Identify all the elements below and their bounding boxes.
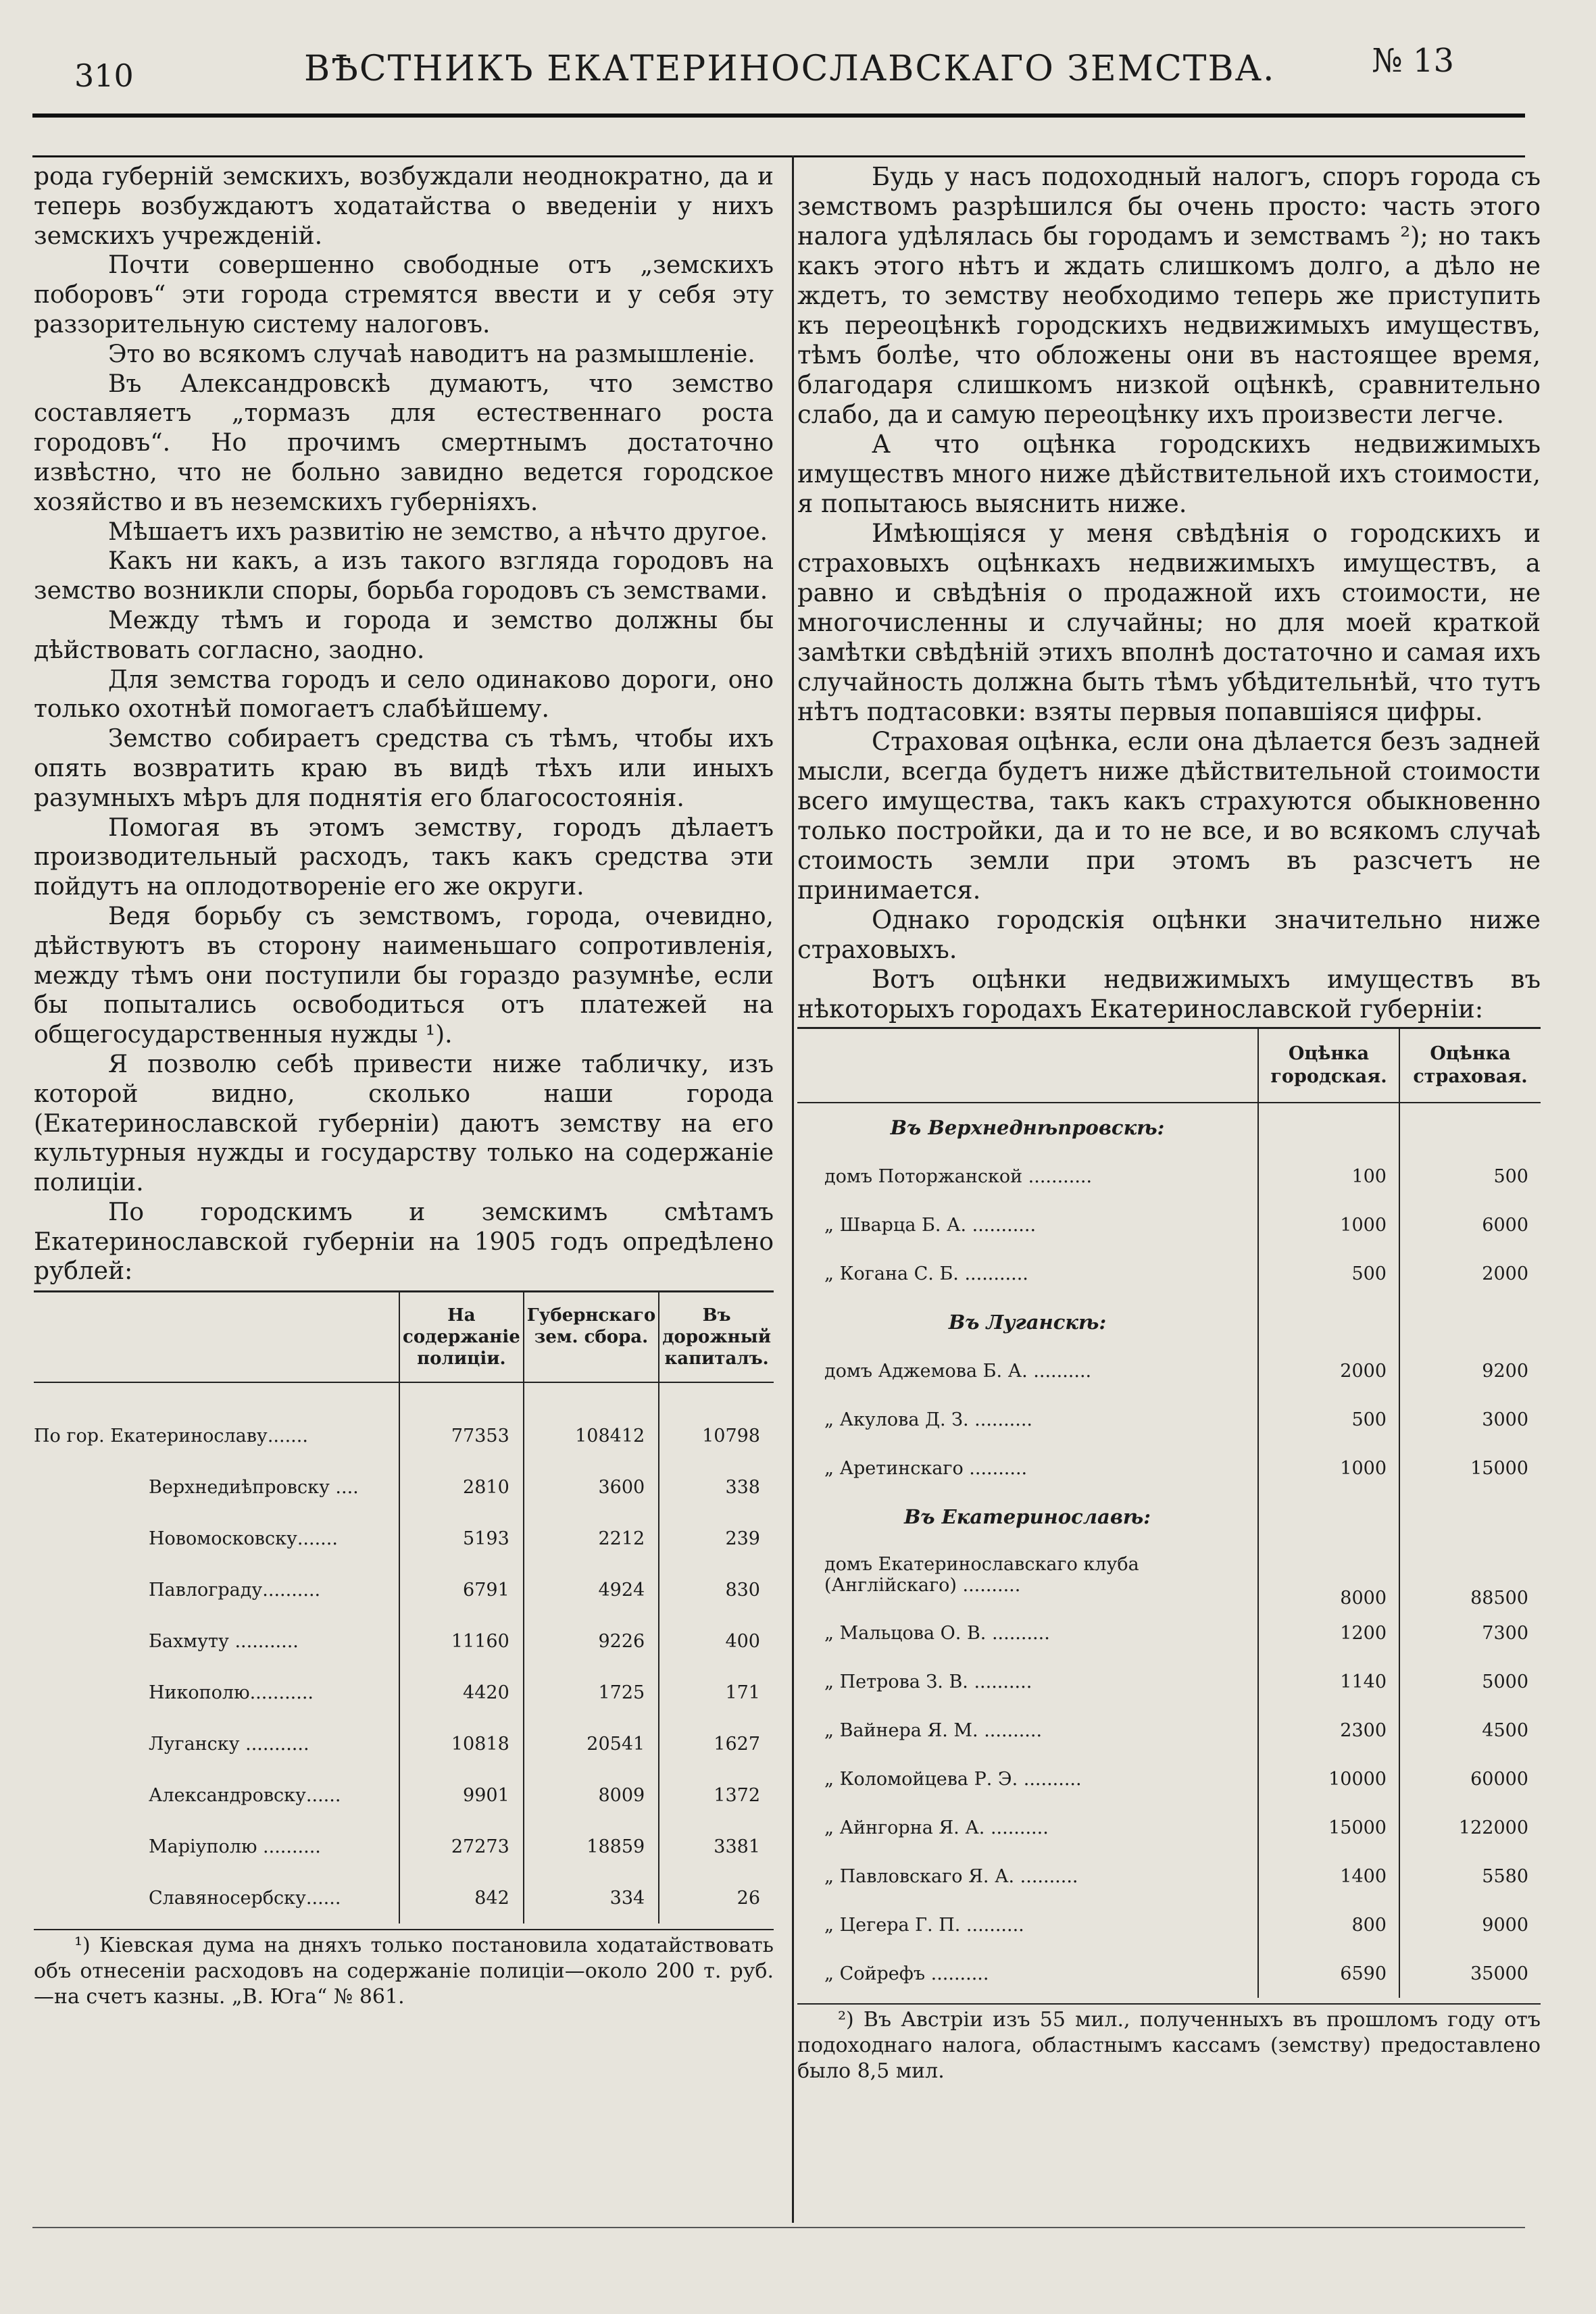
- cell-police: 2810: [399, 1461, 524, 1513]
- cell-city-value: 2000: [1258, 1347, 1399, 1395]
- cell-city-value: 500: [1258, 1249, 1399, 1298]
- cell-police: 842: [399, 1872, 524, 1923]
- cell-city-value: 1400: [1258, 1852, 1399, 1901]
- cell-zemstvo: 9226: [524, 1615, 659, 1667]
- page-bottom-rule: [32, 2227, 1525, 2228]
- cell-city-value: 6590: [1258, 1949, 1399, 1998]
- cell-insurance-value: 15000: [1399, 1444, 1541, 1492]
- column-divider: [792, 155, 794, 2223]
- row-label: „ Аретинскаго ..........: [824, 1457, 1028, 1479]
- cell-city-value: 1140: [1258, 1657, 1399, 1706]
- cell-road: 400: [659, 1615, 774, 1667]
- table-header-blank: [34, 1292, 399, 1383]
- paragraph: рода губерній земскихъ, возбуждали неоднократно, да и теперь возбуждаютъ ходатайства о введеніи у нихъ земскихъ учрежденій.: [34, 163, 774, 250]
- cell-city-value: 10000: [1258, 1755, 1399, 1803]
- table-row: [34, 1615, 774, 1667]
- cell-city-value: 1200: [1258, 1609, 1399, 1657]
- row-label: Новомосковску.......: [149, 1528, 338, 1549]
- row-label: Никополю...........: [149, 1682, 314, 1703]
- city-heading-row: [797, 1298, 1541, 1347]
- row-label: Маріуполю ..........: [149, 1836, 321, 1857]
- row-label: Александровску......: [149, 1784, 341, 1806]
- cell-city-value: 2300: [1258, 1706, 1399, 1755]
- cell-insurance-value: 5580: [1399, 1852, 1541, 1901]
- row-label: Бахмуту ...........: [149, 1630, 299, 1652]
- table-header-blank: [797, 1028, 1258, 1103]
- paragraph: Земство собираетъ средства съ тѣмъ, чтобы ихъ опять возвратить краю въ видѣ тѣхъ или иныхъ разумныхъ мѣръ для поднятія его благосостоянія.: [34, 725, 774, 812]
- left-column: [34, 162, 774, 2010]
- row-label: „ Коломойцева Р. Э. ..........: [824, 1768, 1082, 1790]
- police-expenses-table: [34, 1290, 774, 1923]
- cell-city-value: 500: [1258, 1395, 1399, 1444]
- table-row: [797, 1803, 1541, 1852]
- table-header: Въ дорожный капиталъ.: [659, 1292, 774, 1383]
- cell-insurance-value: 500: [1399, 1152, 1541, 1201]
- journal-title: ВѢСТНИКЪ ЕКАТЕРИНОСЛАВСКАГО ЗЕМСТВА.: [304, 49, 1276, 89]
- cell-city-value: 8000: [1258, 1541, 1399, 1609]
- table-row: [34, 1382, 774, 1461]
- cell-zemstvo: 108412: [524, 1382, 659, 1461]
- row-label: „ Павловскаго Я. А. ..........: [824, 1865, 1078, 1887]
- table-row: [34, 1821, 774, 1872]
- cell-zemstvo: 334: [524, 1872, 659, 1923]
- table-row: [797, 1395, 1541, 1444]
- paragraph: Однако городскія оцѣнки значительно ниже страховыхъ.: [797, 905, 1541, 964]
- cell-zemstvo: 20541: [524, 1718, 659, 1769]
- paragraph: Будь у насъ подоходный налогъ, споръ города съ земствомъ разрѣшился бы очень просто: часть этого налога удѣлялась бы городамъ и земствамъ ²); но такъ какъ этого нѣтъ и ждать слишкомъ долго, а дѣло не ждетъ, то земству необходимо теперь же приступить къ переоцѣнкѣ городскихъ недвижимыхъ имуществъ, тѣмъ болѣе, что обложены они въ настоящее время, благодаря слишкомъ низкой оцѣнкѣ, сравнительно слабо, да и самую переоцѣнку ихъ произвести легче.: [797, 162, 1541, 429]
- cell-insurance-value: 60000: [1399, 1755, 1541, 1803]
- footnote-rule: [34, 1929, 774, 1930]
- paragraph: Ведя борьбу съ земствомъ, города, очевидно, дѣйствуютъ въ сторону наименьшаго сопротивленія, между тѣмъ они поступили бы гораздо разумнѣе, если бы попытались освободиться отъ платежей на общегосударственныя нужды ¹).: [34, 902, 774, 1049]
- table-row: [797, 1755, 1541, 1803]
- cell-zemstvo: 1725: [524, 1667, 659, 1718]
- paragraph: Имѣющіяся у меня свѣдѣнія о городскихъ и страховыхъ оцѣнкахъ недвижимыхъ имуществъ, а равно и свѣдѣнія о продажной ихъ стоимости, не многочисленны и случайны; но для моей краткой замѣтки свѣдѣній этихъ вполнѣ достаточно и самая ихъ случайность должна быть тѣмъ убѣдительнѣй, что тутъ нѣтъ подтасовки: взяты первыя попавшіяся цифры.: [797, 519, 1541, 726]
- right-column: [797, 162, 1541, 2084]
- cell-zemstvo: 2212: [524, 1513, 659, 1564]
- table-row: [797, 1347, 1541, 1395]
- header-rule-thin: [32, 155, 1525, 157]
- row-label: Верхнедиѣпровску ....: [149, 1476, 359, 1498]
- cell-zemstvo: 18859: [524, 1821, 659, 1872]
- city-heading: Въ Луганскѣ:: [948, 1311, 1107, 1334]
- table-header: Оцѣнка городская.: [1258, 1028, 1399, 1103]
- table-row: [797, 1852, 1541, 1901]
- footnote-rule: [797, 2003, 1541, 2005]
- row-label: „ Когана С. Б. ...........: [824, 1263, 1028, 1284]
- table-header: Оцѣнка страховая.: [1399, 1028, 1541, 1103]
- cell-city-value: 800: [1258, 1901, 1399, 1949]
- cell-police: 77353: [399, 1382, 524, 1461]
- row-label: „ Вайнера Я. М. ..........: [824, 1719, 1043, 1741]
- row-label: По гор. Екатеринославу.......: [34, 1425, 308, 1447]
- paragraph: А что оцѣнка городскихъ недвижимыхъ имуществъ много ниже дѣйствительной ихъ стоимости, я попытаюсь выяснить ниже.: [797, 430, 1541, 518]
- row-label: „ Акулова Д. З. ..........: [824, 1409, 1032, 1430]
- cell-police: 4420: [399, 1667, 524, 1718]
- cell-road: 1372: [659, 1769, 774, 1821]
- row-label: „ Петрова З. В. ..........: [824, 1671, 1032, 1692]
- paragraph: Это во всякомъ случаѣ наводитъ на размышленіе.: [108, 340, 755, 368]
- city-heading: Въ Екатеринославѣ:: [903, 1505, 1151, 1528]
- paragraph: Помогая въ этомъ земству, городъ дѣлаетъ производительный расходъ, такъ какъ средства эти пойдутъ на оплодотвореніе его же округи.: [34, 813, 774, 901]
- table-row: [797, 1609, 1541, 1657]
- row-label: домъ Аджемова Б. А. ..........: [824, 1360, 1092, 1382]
- row-label: „ Айнгорна Я. А. ..........: [824, 1817, 1049, 1838]
- cell-insurance-value: 9200: [1399, 1347, 1541, 1395]
- table-row: [797, 1949, 1541, 1998]
- cell-road: 10798: [659, 1382, 774, 1461]
- footnote: ¹) Кіевская дума на дняхъ только постановила ходатайствовать объ отнесеніи расходовъ на содержаніе полиціи—около 200 т. руб.—на счетъ казны. „В. Юга“ № 861.: [34, 1934, 774, 2009]
- issue-number: № 13: [1372, 42, 1454, 80]
- cell-road: 3381: [659, 1821, 774, 1872]
- cell-road: 239: [659, 1513, 774, 1564]
- paragraph: Какъ ни какъ, а изъ такого взгляда городовъ на земство возникли споры, борьба городовъ съ земствами.: [34, 547, 774, 605]
- cell-police: 10818: [399, 1718, 524, 1769]
- table-header: На содержаніе полиціи.: [399, 1292, 524, 1383]
- table-row: [34, 1872, 774, 1923]
- table-row: [797, 1657, 1541, 1706]
- cell-road: 26: [659, 1872, 774, 1923]
- table-row: [34, 1769, 774, 1821]
- header-rule: [32, 114, 1525, 118]
- table-row: [34, 1667, 774, 1718]
- page-number: 310: [74, 57, 134, 94]
- property-valuation-table: [797, 1027, 1541, 1998]
- cell-insurance-value: 2000: [1399, 1249, 1541, 1298]
- table-row: [797, 1706, 1541, 1755]
- cell-insurance-value: 4500: [1399, 1706, 1541, 1755]
- row-label: „ Сойрефъ ..........: [824, 1963, 989, 1984]
- table-row: [34, 1718, 774, 1769]
- table-header: Губернскаго зем. сбора.: [524, 1292, 659, 1383]
- paragraph: По городскимъ и земскимъ смѣтамъ Екатеринославской губерніи на 1905 годъ опредѣлено рублей:: [34, 1198, 774, 1286]
- cell-city-value: 15000: [1258, 1803, 1399, 1852]
- table-row: [34, 1513, 774, 1564]
- footnote: ²) Въ Австріи изъ 55 мил., полученныхъ въ прошломъ году отъ подоходнаго налога, областнымъ кассамъ (земству) предоставлено было 8,5 мил.: [797, 2008, 1541, 2083]
- paragraph: Для земства городъ и село одинаково дороги, оно только охотнѣй помогаетъ слабѣйшему.: [34, 665, 774, 724]
- table-row: [797, 1901, 1541, 1949]
- city-heading-row: [797, 1103, 1541, 1152]
- cell-insurance-value: 35000: [1399, 1949, 1541, 1998]
- cell-police: 6791: [399, 1564, 524, 1615]
- cell-police: 27273: [399, 1821, 524, 1872]
- cell-insurance-value: 5000: [1399, 1657, 1541, 1706]
- city-heading-row: [797, 1492, 1541, 1541]
- cell-insurance-value: 88500: [1399, 1541, 1541, 1609]
- cell-insurance-value: 6000: [1399, 1201, 1541, 1249]
- table-row: [797, 1201, 1541, 1249]
- row-label: Луганску ...........: [149, 1733, 309, 1755]
- cell-city-value: 100: [1258, 1152, 1399, 1201]
- table-row: [797, 1249, 1541, 1298]
- cell-insurance-value: 7300: [1399, 1609, 1541, 1657]
- cell-insurance-value: 9000: [1399, 1901, 1541, 1949]
- paragraph: Вотъ оцѣнки недвижимыхъ имуществъ въ нѣкоторыхъ городахъ Екатеринославской губерніи:: [797, 965, 1541, 1024]
- cell-police: 9901: [399, 1769, 524, 1821]
- cell-police: 11160: [399, 1615, 524, 1667]
- table-row: [34, 1564, 774, 1615]
- table-row: [34, 1461, 774, 1513]
- table-row: [797, 1541, 1541, 1609]
- row-label: Павлограду..........: [149, 1579, 321, 1601]
- cell-road: 830: [659, 1564, 774, 1615]
- paragraph: Почти совершенно свободные отъ „земскихъ поборовъ“ эти города стремятся ввести и у себя эту раззорительную систему налоговъ.: [34, 251, 774, 338]
- paragraph: Мѣшаетъ ихъ развитію не земство, а нѣчто другое.: [108, 518, 768, 546]
- row-label: Славяносербску......: [149, 1887, 341, 1909]
- cell-insurance-value: 122000: [1399, 1803, 1541, 1852]
- cell-zemstvo: 3600: [524, 1461, 659, 1513]
- cell-police: 5193: [399, 1513, 524, 1564]
- row-label: домъ Екатеринославскаго клуба (Англійскаго) ..........: [824, 1554, 1139, 1596]
- table-row: [797, 1152, 1541, 1201]
- cell-city-value: 1000: [1258, 1444, 1399, 1492]
- row-label: домъ Поторжанской ...........: [824, 1165, 1093, 1187]
- cell-road: 171: [659, 1667, 774, 1718]
- cell-city-value: 1000: [1258, 1201, 1399, 1249]
- cell-insurance-value: 3000: [1399, 1395, 1541, 1444]
- city-heading: Въ Верхнеднѣпровскѣ:: [890, 1116, 1165, 1139]
- cell-zemstvo: 4924: [524, 1564, 659, 1615]
- row-label: „ Цегера Г. П. ..........: [824, 1914, 1024, 1936]
- row-label: „ Мальцова О. В. ..........: [824, 1622, 1050, 1644]
- paragraph: Я позволю себѣ привести ниже табличку, изъ которой видно, сколько наши города (Екатеринославской губерніи) даютъ земству на его культурныя нужды и государству только на содержаніе полиціи.: [34, 1050, 774, 1197]
- cell-road: 338: [659, 1461, 774, 1513]
- paragraph: Между тѣмъ и города и земство должны бы дѣйствовать согласно, заодно.: [34, 606, 774, 664]
- paragraph: Страховая оцѣнка, если она дѣлается безъ задней мысли, всегда будетъ ниже дѣйствительной стоимости всего имущества, такъ какъ страхуются обыкновенно только постройки, да и то не все, и во всякомъ случаѣ стоимость земли при этомъ въ разсчетъ не принимается.: [797, 727, 1541, 905]
- table-row: [797, 1444, 1541, 1492]
- paragraph: Въ Александровскѣ думаютъ, что земство составляетъ „тормазъ для естественнаго роста городовъ“. Но прочимъ смертнымъ достаточно извѣстно, что не больно завидно ведется городское хозяйство и въ неземскихъ губерніяхъ.: [34, 370, 774, 516]
- cell-road: 1627: [659, 1718, 774, 1769]
- row-label: „ Шварца Б. А. ...........: [824, 1214, 1037, 1236]
- cell-zemstvo: 8009: [524, 1769, 659, 1821]
